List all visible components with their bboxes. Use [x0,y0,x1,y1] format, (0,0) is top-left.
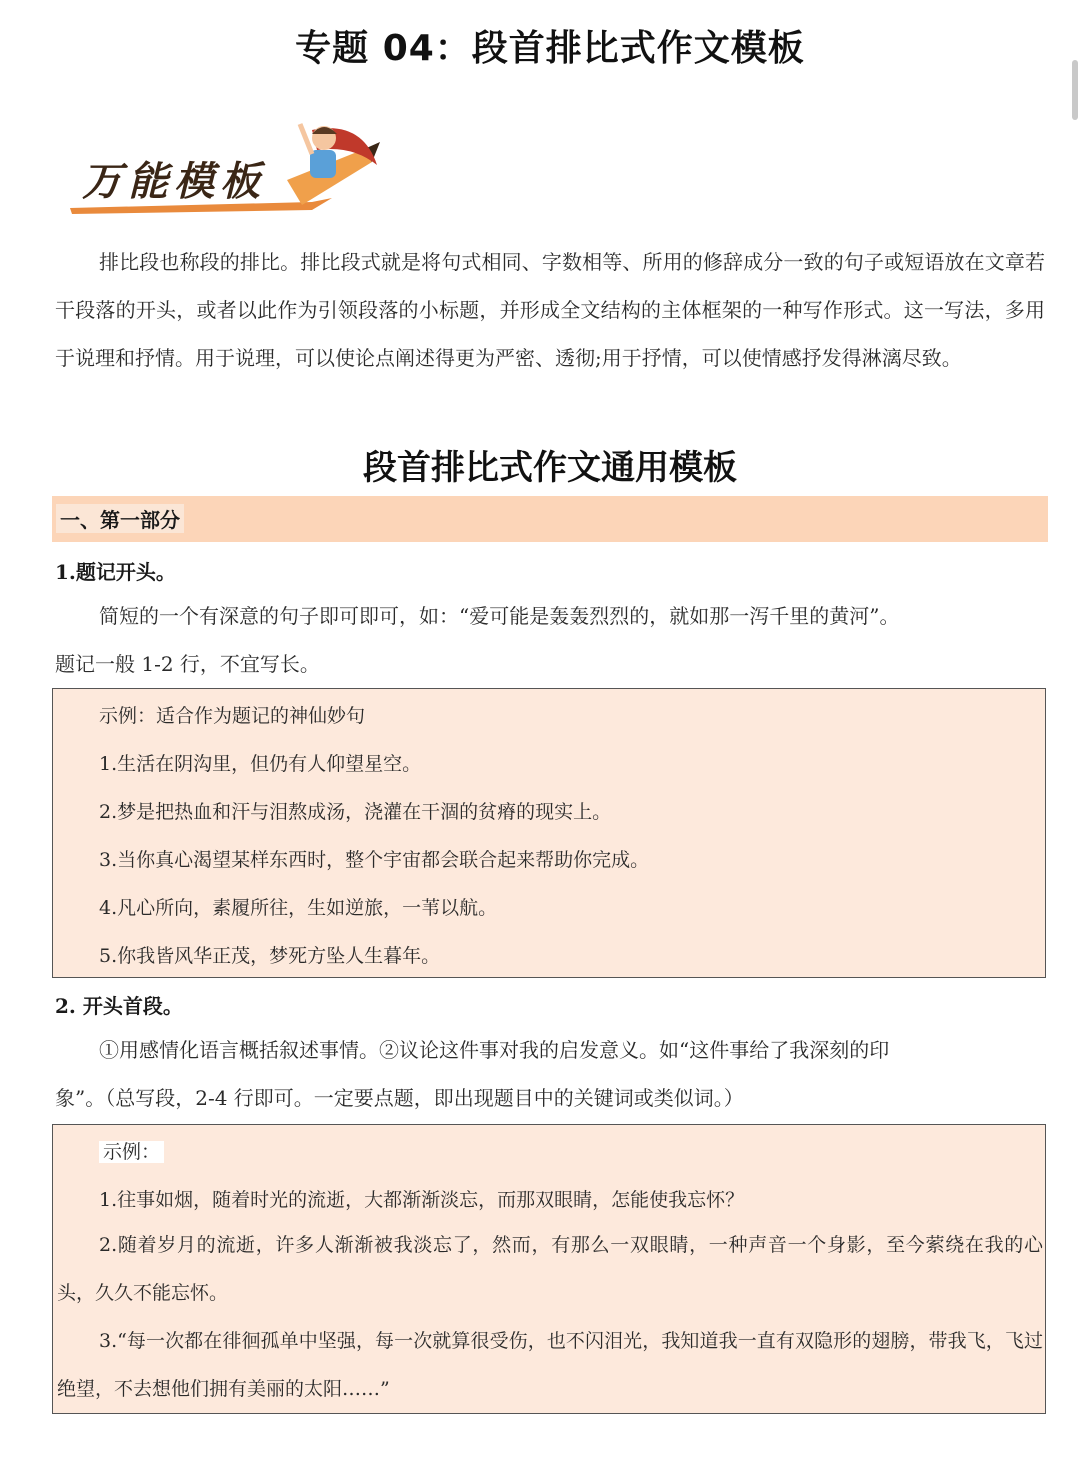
example-box-2-label: 示例： [99,1141,164,1163]
intro-paragraph: 排比段也称段的排比。排比段式就是将句式相同、字数相等、所用的修辞成分一致的句子或短语放在文章若干段落的开头，或者以此作为引领段落的小标题，并形成全文结构的主体框架的一种写作形式。这一写法，多用于说理和抒情。用于说理，可以使论点阐述得更为严密、透彻;用于抒情，可以使情感抒发得淋漓尽致。 [55,250,1045,370]
banner-text: 万能模板 [82,158,266,205]
example-item: 3.当你真心渴望某样东西时，整个宇宙都会联合起来帮助你完成。 [99,849,650,871]
paragraph-1-line-1: 简短的一个有深意的句子即可即可，如：“爱可能是轰轰烈烈的，就如那一泻千里的黄河”。 [99,604,900,628]
page-title: 专题 04：段首排比式作文模板 [295,28,805,69]
example-item: 4.凡心所向，素履所往，生如逆旅，一苇以航。 [99,897,498,919]
example-box-2 [52,1124,1046,1414]
example-box-1 [52,688,1046,978]
example-item: 2.梦是把热血和汗与泪熬成汤，浇灌在干涸的贫瘠的现实上。 [99,801,612,823]
section-label: 一、第一部分 [56,504,184,533]
example-item: 5.你我皆风华正茂，梦死方坠人生暮年。 [99,945,441,967]
banner [62,110,392,240]
example-box-1-label: 示例：适合作为题记的神仙妙句 [99,705,366,727]
example-item: 2.随着岁月的流逝，许多人渐渐被我淡忘了，然而，有那么一双眼睛，一种声音一个身影，至今萦绕在我的心头，久久不能忘怀。 [57,1234,1043,1304]
heading-1: 1.题记开头。 [55,560,176,584]
example-item: 1.往事如烟，随着时光的流逝，大都渐渐淡忘，而那双眼睛，怎能使我忘怀？ [99,1189,745,1211]
example-item: 1.生活在阴沟里，但仍有人仰望星空。 [99,753,422,775]
section-bar [52,496,1048,542]
paragraph-2-line-2: 象”。（总写段，2-4 行即可。一定要点题，即出现题目中的关键词或类似词。） [55,1086,744,1110]
scrollbar-thumb[interactable] [1072,60,1078,120]
paragraph-2-line-1: ①用感情化语言概括叙述事情。②议论这件事对我的启发意义。如“这件事给了我深刻的印 [99,1038,890,1062]
section-title: 段首排比式作文通用模板 [363,448,737,488]
paragraph-1-line-2: 题记一般 1-2 行，不宜写长。 [55,652,320,676]
example-item: 3.“每一次都在徘徊孤单中坚强，每一次就算很受伤，也不闪泪光，我知道我一直有双隐形的翅膀，带我飞，飞过绝望，不去想他们拥有美丽的太阳……” [57,1330,1043,1400]
heading-2: 2. 开头首段。 [55,994,183,1018]
